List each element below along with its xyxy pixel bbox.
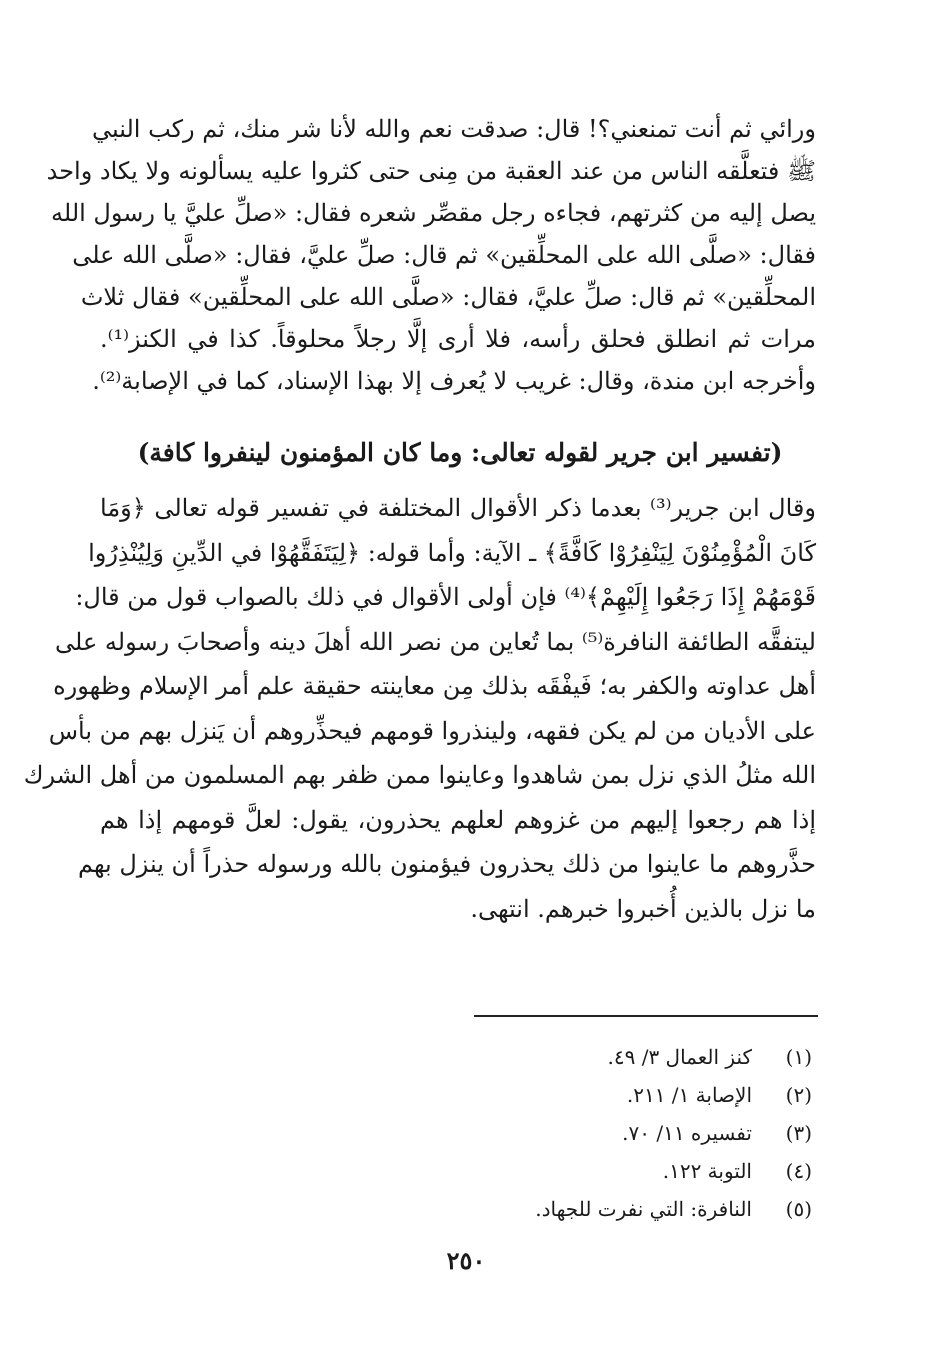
footnote-item <box>300 1114 812 1152</box>
text-line: ﷺ فتعلَّقه الناس من عند العقبة من مِنى حتى كثروا عليه يسألونه ولا يكاد واحد <box>46 157 816 185</box>
section-heading: (تفسير ابن جرير لقوله تعالى: وما كان المؤمنون لينفروا كافة) <box>137 438 783 467</box>
footnote-number: (٢) <box>785 1083 812 1107</box>
footnote-text: الإصابة ١/ ٢١١. <box>626 1083 752 1107</box>
text-line: أهل عداوته والكفر به؛ فَيفْقَه بذلك مِن معاينته حقيقة علم أمر الإسلام وظهوره <box>53 672 816 700</box>
text-line: يصل إليه من كثرتهم، فجاءه رجل مقصِّر شعره فقال: «صلِّ عليَّ يا رسول الله <box>51 199 816 227</box>
text-line: وأخرجه ابن مندة، وقال: غريب لا يُعرف إلا بهذا الإسناد، كما في الإصابة⁽²⁾. <box>92 367 816 395</box>
footnote-text: تفسيره ١١/ ٧٠. <box>622 1121 752 1145</box>
text-line: الله مثلُ الذي نزل بمن شاهدوا وعاينوا ممن ظفر بهم المسلمون من أهل الشرك <box>23 761 816 789</box>
footnote-item <box>300 1038 812 1076</box>
text-line: مرات ثم انطلق فحلق رأسه، فلا أرى إلَّا رجلاً محلوقاً. كذا في الكنز⁽¹⁾. <box>100 325 816 353</box>
footnote-text: كنز العمال ٣/ ٤٩. <box>607 1045 752 1069</box>
footnote-number: (١) <box>785 1045 812 1069</box>
footnote-number: (٥) <box>785 1197 812 1221</box>
footnote-number: (٤) <box>785 1159 812 1183</box>
text-line: حذَّروهم ما عاينوا من ذلك يحذرون فيؤمنون بالله ورسوله حذراً أن ينزل بهم <box>77 850 816 878</box>
page-number: ٢٥٠ <box>446 1246 486 1275</box>
text-line: كَانَ الْمُؤْمِنُوْنَ لِيَنْفِرُوْا كَافَّةً﴾ ـ الآية: وأما قوله: ﴿لِيَتَفَقَّهُوْا في الدِّينِ وَلِيُنْذِرُوا <box>88 538 816 567</box>
text-line: على الأديان من لم يكن فقهه، ولينذروا قومهم فيحذِّروهم أن يَنزل بهم من بأس <box>48 716 816 745</box>
text-line: إذا هم رجعوا إليهم من غزوهم لعلهم يحذرون، يقول: لعلَّ قومهم إذا هم <box>100 805 816 834</box>
text-line: ورائي ثم أنت تمنعني؟! قال: صدقت نعم والله لأنا شر منك، ثم ركب النبي <box>91 115 816 143</box>
text-line: وقال ابن جرير⁽³⁾ بعدما ذكر الأقوال المختلفة في تفسير قوله تعالى ﴿وَمَا <box>100 494 816 522</box>
footnote-text: التوبة ١٢٢. <box>662 1159 752 1183</box>
text-line: المحلِّقين» ثم قال: صلِّ عليَّ، فقال: «صلَّى الله على المحلِّقين» فقال ثلاث <box>80 283 816 311</box>
footnote-divider <box>474 1015 818 1017</box>
text-line: ما نزل بالذين أُخبروا خبرهم. انتهى. <box>470 894 816 923</box>
footnote-item <box>300 1152 812 1190</box>
footnote-item <box>300 1076 812 1114</box>
text-line: ليتفقَّه الطائفة النافرة⁽⁵⁾ بما تُعاين من نصر الله أهلَ دينه وأصحابَ رسوله على <box>55 627 816 656</box>
tafsir-paragraph <box>23 486 816 931</box>
footnote-number: (٣) <box>785 1121 812 1145</box>
text-line: فقال: «صلَّى الله على المحلِّقين» ثم قال: صلِّ عليَّ، فقال: «صلَّى الله على <box>72 241 816 269</box>
footnotes <box>300 1038 812 1228</box>
hadith-paragraph <box>46 108 816 402</box>
footnote-text: النافرة: التي نفرت للجهاد. <box>535 1197 752 1221</box>
footnote-item <box>300 1190 812 1228</box>
text-line: قَوْمَهُمْ إِذَا رَجَعُوا إِلَيْهِمْ﴾⁽⁴⁾ فإن أولى الأقوال في ذلك بالصواب قول من قال: <box>75 583 816 611</box>
